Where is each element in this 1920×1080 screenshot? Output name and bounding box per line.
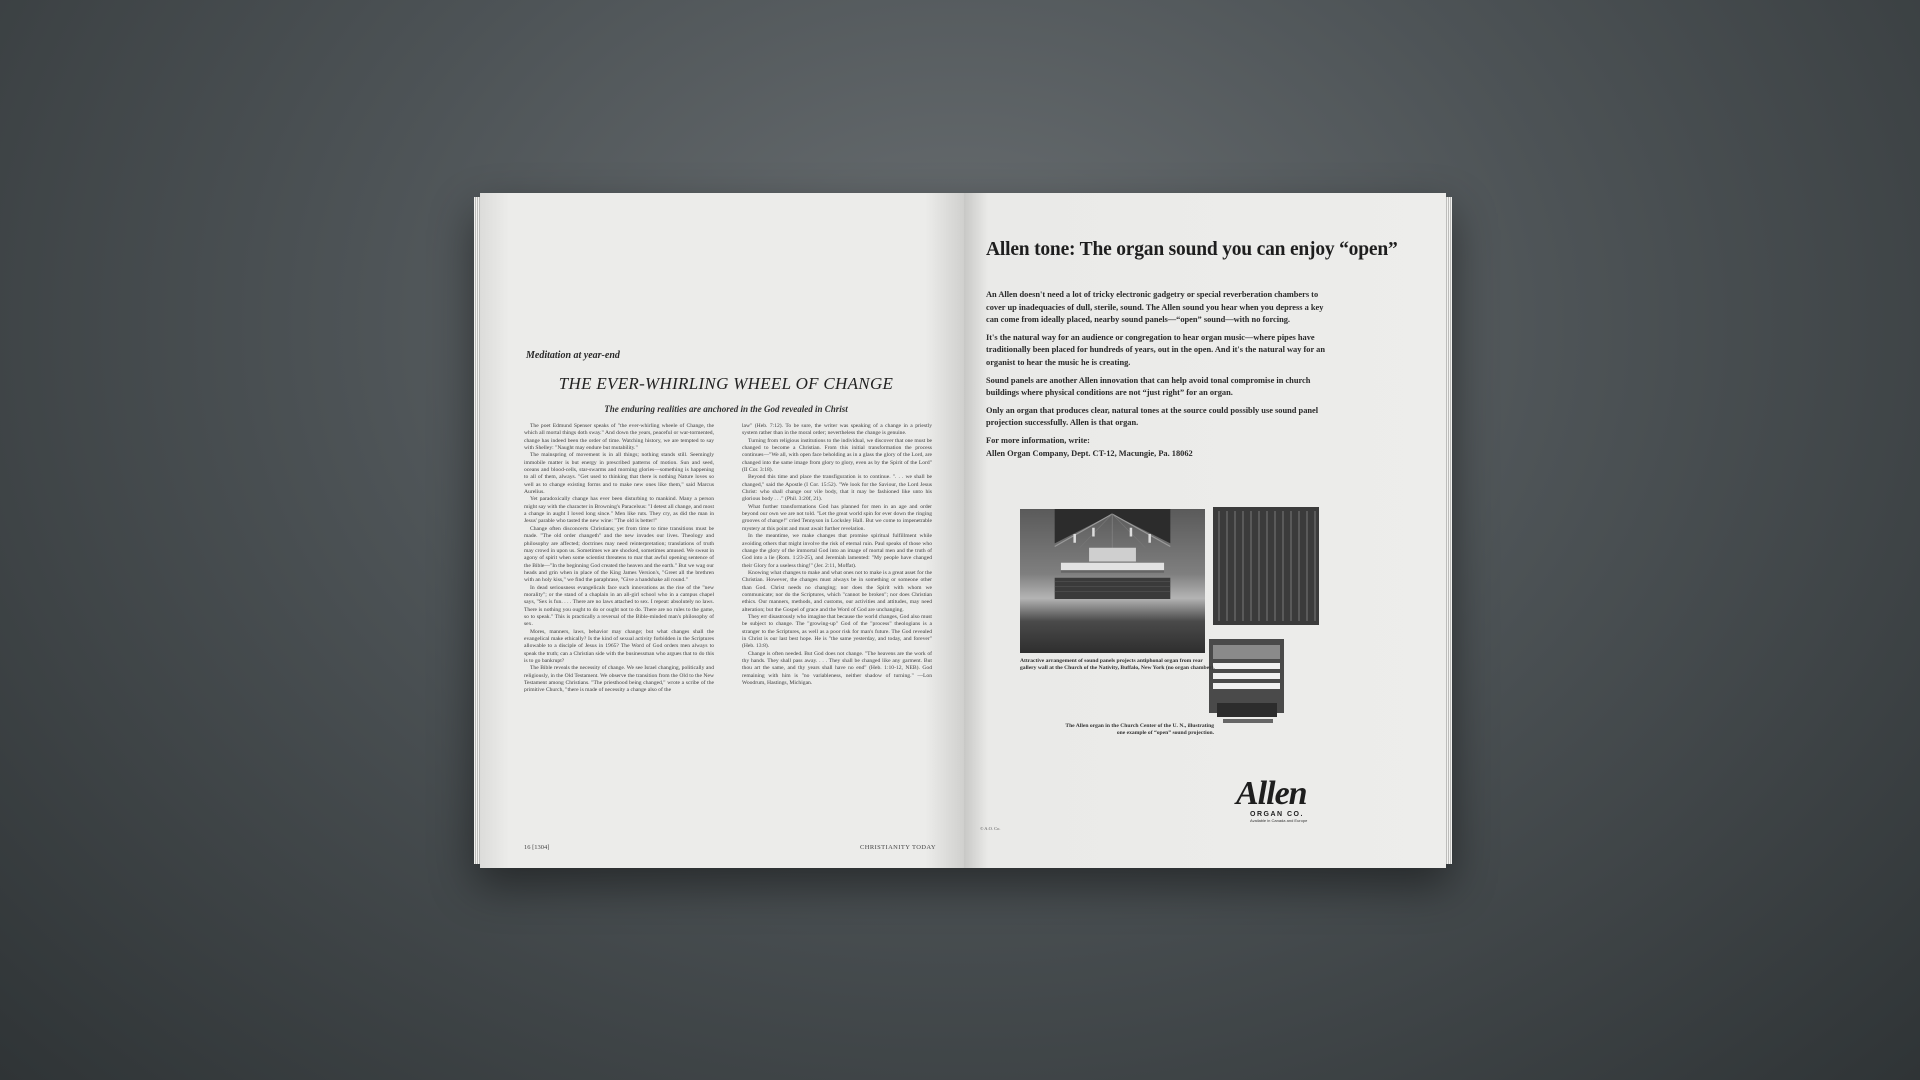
- ad-contact-line2: Allen Organ Company, Dept. CT-12, Macungie, Pa. 18062: [986, 448, 1193, 458]
- paragraph: In the meantime, we make changes that promise spiritual fulfillment while avoiding others that might involve the risk of eternal ruin. Paul speaks of those who change the glory of the immortal God into an image of mortal men and the truth of God into a lie (Rom. 1:23-25), and Jeremiah lamented: "My people have changed their Glory for a useless thing!" (Jer. 2:11, Moffat).: [742, 533, 932, 569]
- article-kicker: Meditation at year-end: [526, 350, 620, 361]
- article-column-2: [742, 423, 932, 687]
- left-page: [480, 193, 965, 868]
- church-photo-caption: Attractive arrangement of sound panels projects antiphonal organ from rear gallery wall at the Church of the Nativity, Buffalo, New York (no organ chamber).: [1020, 658, 1215, 671]
- organ-photo-caption: The Allen organ in the Church Center of the U. N., illustrating one example of “open” sound projection.: [1065, 723, 1214, 736]
- page-number: 16 [1304]: [524, 844, 550, 851]
- paragraph: Change often disconcerts Christians; yet from time to time transitions must be made. "The old order changeth" and the new invades our lives. Theology and philosophy are affected; doctrines may need reinterpretation; translations of truth may crowd in upon us. Sometimes we are shocked, sometimes amused. We sweat in agony of spirit when some scientist threatens to mar that awful opening sentence of the Bible—"In the beginning God created the heaven and the earth." But we wag our heads and grin when in place of the King James Version's, "Greet all the brethren with an holy kiss," we find the paraphrase, "Give a handshake all round.": [524, 525, 714, 584]
- magazine-name: CHRISTIANITY TODAY: [860, 844, 936, 851]
- church-roof-drawing: [1020, 509, 1205, 599]
- paragraph: The poet Edmund Spenser speaks of "the ever-whirling wheele of Change, the which all mortal things doth sway." And down the years, peaceful or war-tormented, change has indeed been the order of time. Watching history, we are tempted to say with Shelley: "Naught may endure but mutability.": [524, 423, 714, 452]
- ad-copyright: © A.O. Co.: [980, 826, 1001, 831]
- paragraph: They err disastrously who imagine that because the world changes, God also must be subject to change. The "growing-up" God of the "process" theologians is a stranger to the Scriptures, as well as a poor risk for man's future. The God revealed in Christ is our last best hope. He is "the same yesterday, and today, and forever" (Heb. 13:8).: [742, 613, 932, 650]
- magazine-spread: [480, 193, 1446, 868]
- logo-subtitle: ORGAN CO.: [1250, 811, 1304, 818]
- paragraph: Beyond this time and place the transfiguration is to continue. ". . . we shall be changed," said the Apostle (I Cor. 15:52). "We look for the Saviour, the Lord Jesus Christ: who shall change our vile body, that it may be fashioned like unto his glorious body . . ." (Phil. 3:20f, 21).: [742, 474, 932, 503]
- paragraph: What further transformations God has planned for men in an age and order beyond our own we are not told. "Let the great world spin for ever down the ringing grooves of change!" cried Tennyson in Locksley Hall. But we come to impenetrable mystery at this point and must await further revelation.: [742, 503, 932, 532]
- article-deck: The enduring realities are anchored in the God revealed in Christ: [604, 404, 848, 414]
- ad-paragraph: An Allen doesn't need a lot of tricky electronic gadgetry or special reverberation chambers to cover up inadequacies of dull, sterile, sound. The Allen sound you hear when you depress a key can come from ideally placed, nearby sound panels—“open” sound—with no forcing.: [986, 290, 1324, 325]
- paragraph: law" (Heb. 7:12). To be sure, the writer was speaking of a change in a priestly system rather than in the moral order; nevertheless the change is genuine.: [742, 423, 932, 437]
- logo-availability: Available in Canada and Europe: [1250, 818, 1308, 823]
- right-page: [964, 193, 1446, 868]
- paragraph: The mainspring of movement is in all things; nothing stands still. Seemingly immobile matter is but energy in prescribed patterns of motion. Sun and seed, oceans and blood-cells, star-swarms and morning glories—something is happening to all of them, always. "Get used to thinking that there is nothing Nature loves so well as to change existing forms and to make new ones like them," said Marcus Aurelius.: [524, 452, 714, 496]
- allen-logo: [1236, 777, 1326, 823]
- paragraph: Turning from religious institutions to the individual, we discover that one must be changed to become a Christian. From this initial transformation the process continues—"We all, with open face beholding as in a glass the glory of the Lord, are changed into the same image from glory to glory, even as by the Spirit of the Lord" (II Cor. 3:18).: [742, 437, 932, 474]
- organ-console-photo: [1209, 507, 1319, 737]
- paragraph: Yet paradoxically change has ever been disturbing to mankind. Many a person might say with the character in Browning's Paracelsus: "I detest all change, and most a change in aught I loved long since." Men like ruts. They cry, as did the man in Jesus' parable who tasted the new wine: "The old is better!": [524, 496, 715, 525]
- paragraph: In dead seriousness evangelicals face such innovations as the rise of the "new morality"; or the stand of a chaplain in an all-girl school who in a campus chapel says, "Sex is fun. . . . There are no laws attached to sex. I repeat: absolutely no laws. There is nothing you ought to do or ought not to do. There are no rules to the game, so to speak." This is practically a reversal of the Bible-minded man's philosophy of sex.: [524, 584, 714, 628]
- paragraph: Mores, manners, laws, behavior may change; but what changes shall the evangelical make ethically? Is the kind of sexual activity forbidden in the Scriptures allowable to a disciple of Jesus in 1965? The Word of God orders men always to speak the truth; can a Christian side with the businessman who argues that to do this is to go bankrupt?: [524, 628, 714, 664]
- ad-contact: [986, 435, 1326, 460]
- paragraph: Change is often needed. But God does not change. "The heavens are the work of thy hands. They shall pass away. . . . They shall be changed like any garment. But thou art the same, and thy years shall have no end" (Heb. 1:10-12, NEB). God remaining with him is "no variableness, neither shadow of turning." —Lon Woodrum, Hastings, Michigan.: [742, 650, 932, 687]
- article-headline: THE EVER-WHIRLING WHEEL OF CHANGE: [558, 374, 894, 393]
- ad-paragraph: Only an organ that produces clear, natural tones at the source could possibly use sound panel projection successfully. Allen is that organ.: [986, 405, 1319, 428]
- paragraph: Knowing what changes to make and what ones not to make is a great asset for the Christian. However, the changes must always be in something or someone other than God. Christ needs no changing; nor does the Spirit with whom we communicate; nor do the Scriptures, which "cannot be broken"; nor does Christian ethics. Our manners, methods, and customs, our activities and attitudes, may need alteration; but the Gospel of grace and the Word of God are unchanging.: [742, 569, 932, 613]
- ad-headline: Allen tone: The organ sound you can enjoy “open”: [986, 239, 1398, 260]
- article-column-1: [524, 423, 714, 695]
- organ-drawing: [1209, 507, 1319, 737]
- ad-contact-line1: For more information, write:: [986, 435, 1090, 445]
- church-interior-photo: [1020, 509, 1205, 653]
- ad-body: [986, 289, 1326, 460]
- logo-wordmark: Allen: [1236, 775, 1307, 812]
- ad-paragraph: Sound panels are another Allen innovation that can help avoid tonal compromise in church buildings where physical conditions are not “just right” for an organ.: [986, 375, 1311, 398]
- paragraph: The Bible reveals the necessity of change. We see Israel changing, politically and religiously, in the Old Testament. We observe the transition from the Old to the New Testament among Christians. "The priesthood being changed," wrote a scribe of the primitive Church, "there is made of necessity a change also of the: [524, 665, 714, 694]
- ad-paragraph: It's the natural way for an audience or congregation to hear organ music—where pipes have traditionally been placed for hundreds of years, out in the open. And it's the natural way for an organist to hear the music he is creating.: [986, 332, 1325, 367]
